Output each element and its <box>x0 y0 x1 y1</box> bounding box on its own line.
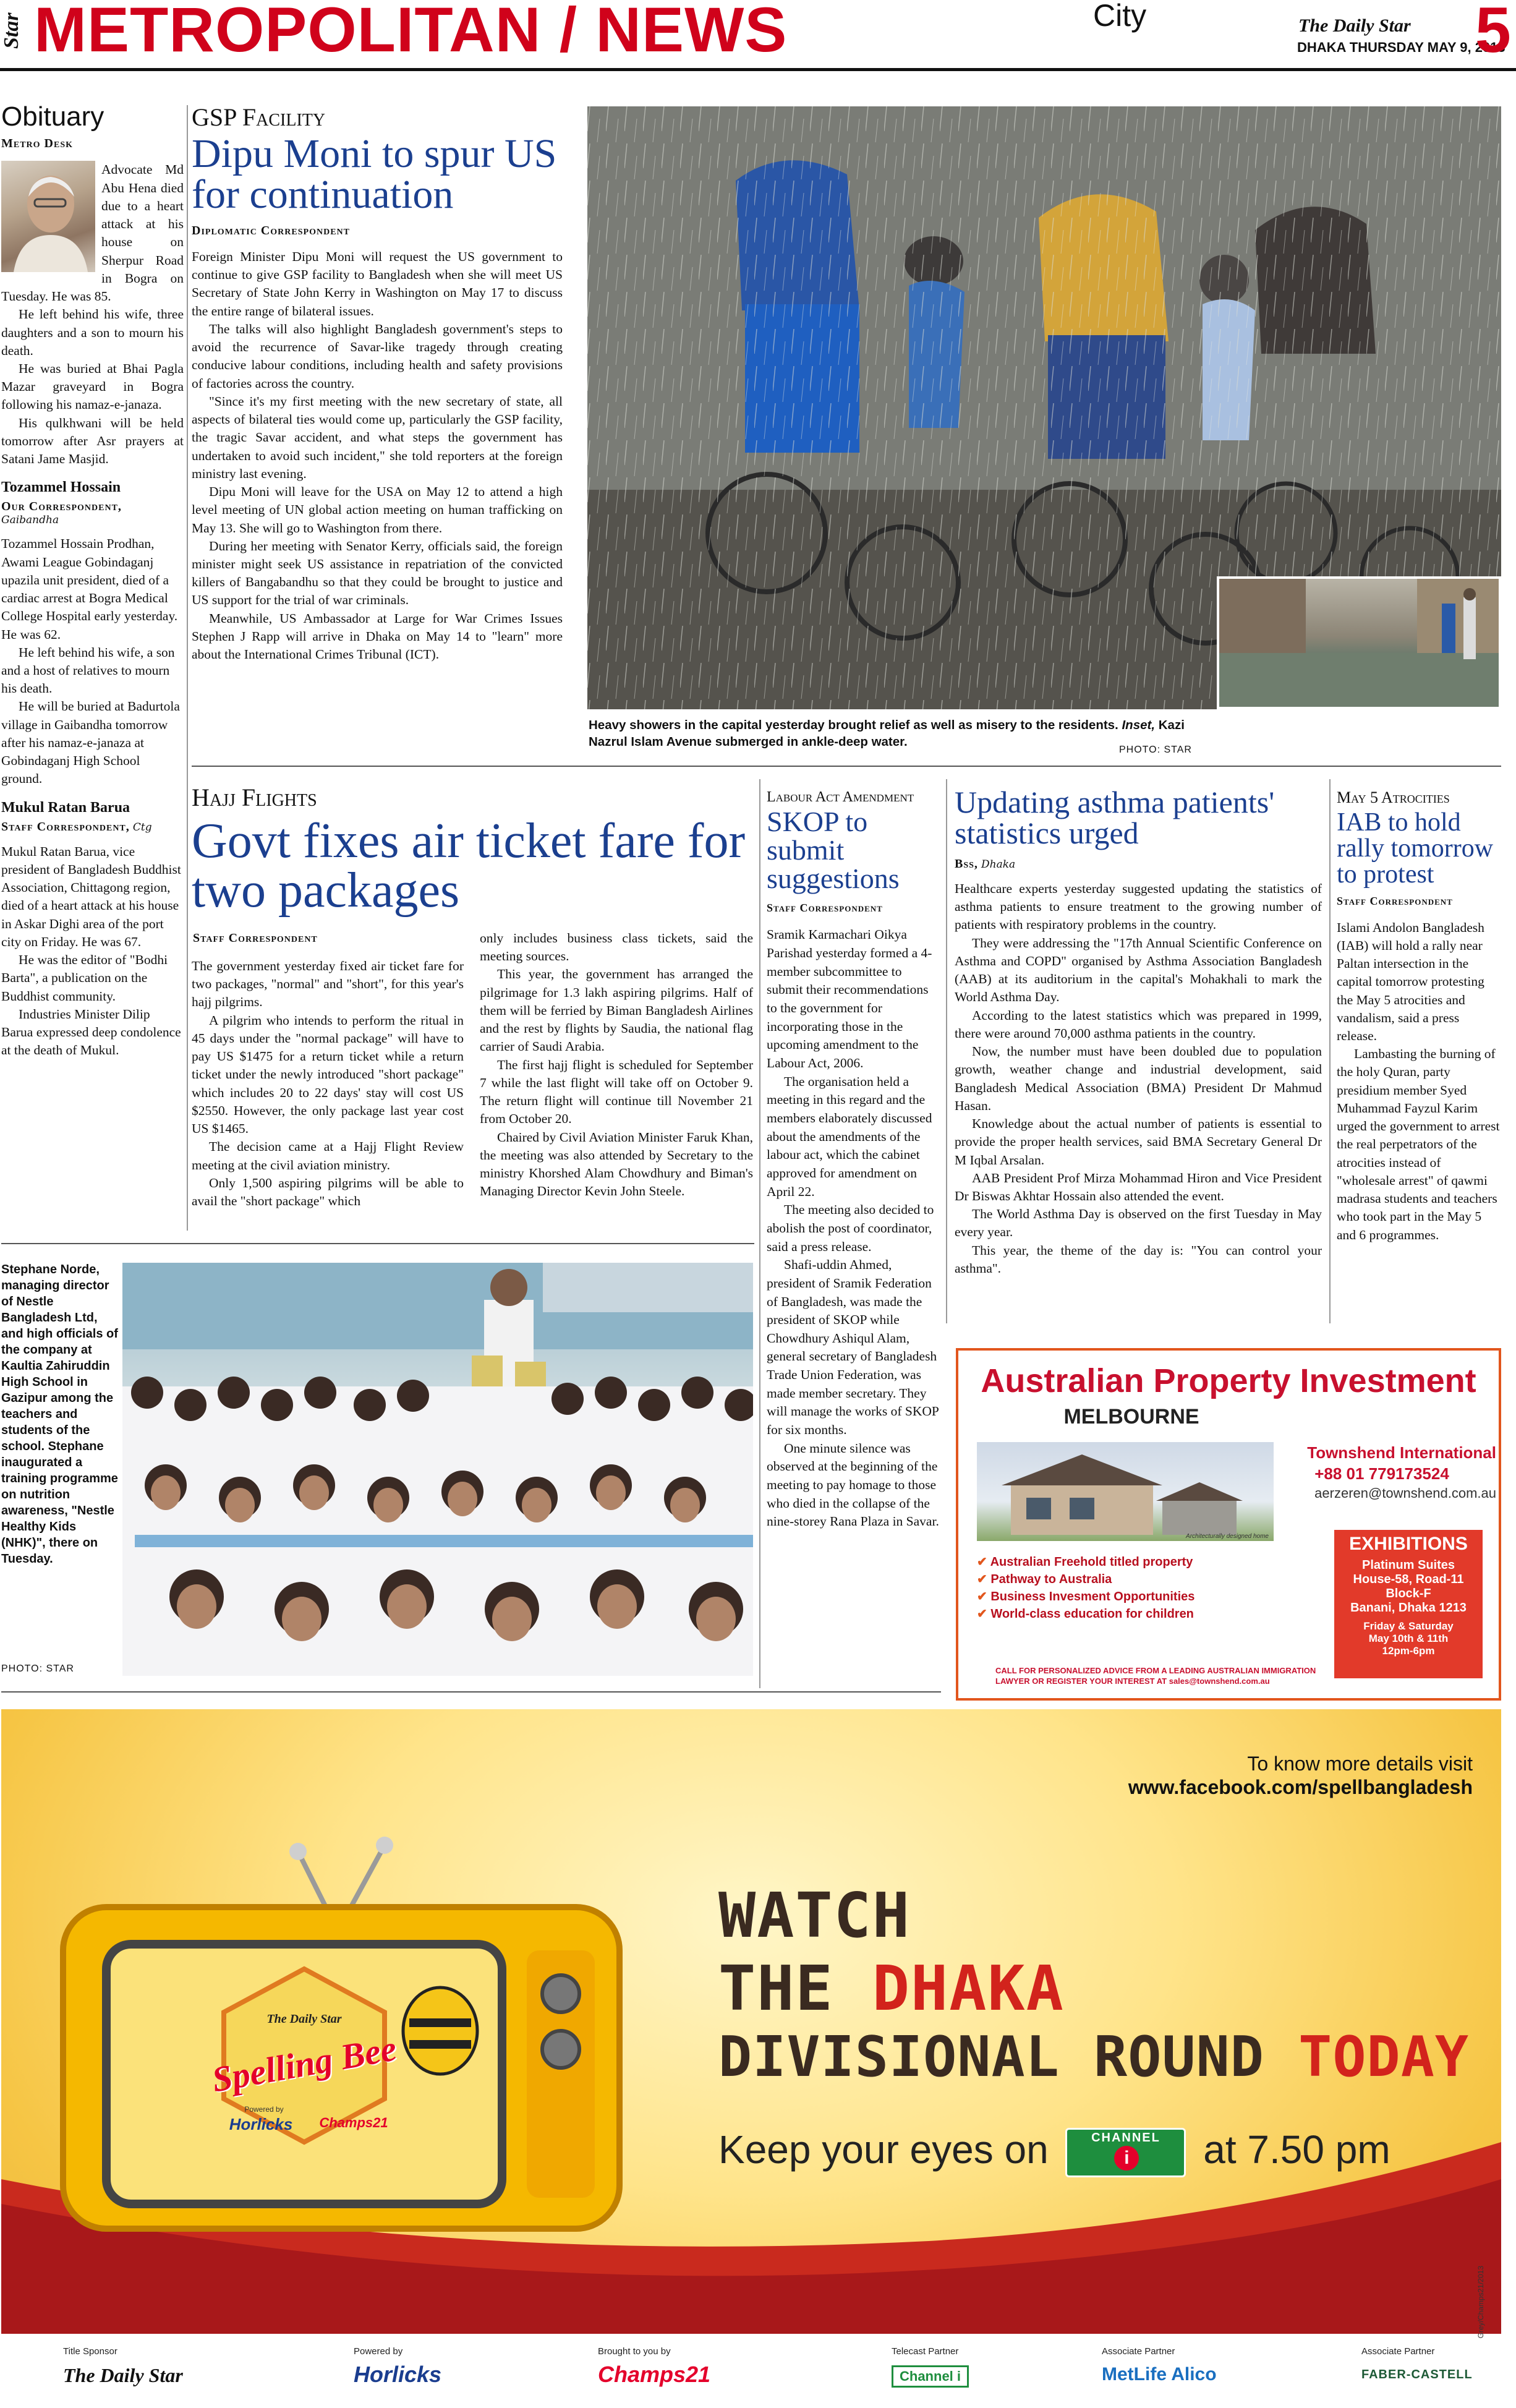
obituary-entry: Mukul Ratan Barua Staff Correspondent, Ctg Mukul Ratan Barua, vice president of Bangladesh Buddhist Association, Chittagong region, died of a heart attack at his house in Askar Dighi area of the port city on Friday. He was 67. He was the editor of "Bodhi Barta", a publication on the Buddhist community. Industries Minister Dilip Barua expressed deep condolence at the death of Mukul. <box>1 800 184 1060</box>
skop-body: Sramik Karmachari Oikya Parishad yesterday formed a 4-member subcommittee to submit their recommendations to the government for incorporating those in the upcoming amendment to the Labour Act, 2006. The organisation held a meeting in this regard and the members elaborately discussed about the amendments of the labour act, which the cabinet approved for amendment on April 22. The meeting also decided to abolish the post of coordinator, said a press release. Shafi-uddin Ahmed, president of Sramik Federation of Bangladesh, was made the president of SKOP while Chowdhury Ashiqul Alam, general secretary of Bangladesh Trade Union Federation, was made member secretary. They will manage the works of SKOP for six months. One minute silence was observed at the beginning of the meeting to pay homage to those who died in the collapse of the nine-storey Rana Plaza in Savar. <box>767 927 939 1529</box>
sponsor-item[interactable]: Powered by Horlicks <box>354 2346 442 2387</box>
asthma-byline: Bss, <box>955 857 978 871</box>
obituary-name: Tozammel Hossain <box>1 479 121 496</box>
rain-caption: Heavy showers in the capital yesterday brought relief as well as misery to the residents. Inset, Kazi Nazrul Islam Avenue submerged in ankle-deep water. <box>589 718 1185 749</box>
house-image: Architecturally designed home <box>977 1442 1274 1541</box>
skop-headline: SKOP to submit suggestions <box>767 806 900 895</box>
sponsor-item[interactable]: Associate Partner MetLife Alico <box>1102 2346 1217 2385</box>
hajj-col1: The government yesterday fixed air ticket fare for two packages, "normal" and "short", for this year's hajj pilgrims. A pilgrim who intends to perform the ritual in 45 days under the "normal package" will have to pay US $1475 for a return ticket while a return ticket under the newly introduced "short package" which includes 20 to 22 days' stay will cost US $2550. However, the only package last year cost US $1465. The decision came at a Hajj Flight Review meeting at the civil aviation ministry. Only 1,500 aspiring pilgrims will be able to avail the "short package" which <box>192 959 464 1209</box>
nestle-photo <box>122 1263 753 1676</box>
sponsor-item[interactable]: Telecast Partner Channel i <box>892 2346 1028 2388</box>
asthma-headline: Updating asthma patients' statistics urged <box>955 785 1275 850</box>
section-rule <box>1 1691 941 1693</box>
hajj-headline: Govt fixes air ticket fare for two packages <box>192 814 746 918</box>
skop-story <box>767 789 940 1531</box>
obituary-column <box>1 102 184 1059</box>
gsp-byline: Diplomatic Correspondent <box>192 224 350 237</box>
obituary-byline: Metro Desk <box>1 137 74 151</box>
bullet-item: ✔ Business Invesment Opportunities <box>977 1590 1195 1603</box>
paper-name: The Daily Star <box>1298 15 1411 36</box>
skop-kicker: Labour Act Amendment <box>767 789 914 805</box>
property-ad-city: MELBOURNE <box>1063 1405 1199 1428</box>
check-icon: ✔ <box>977 1555 990 1569</box>
masthead-rule <box>0 68 1516 71</box>
ad-line3: DIVISIONAL ROUND TODAY <box>718 2025 1470 2090</box>
channel-i-icon: i <box>1114 2146 1139 2171</box>
sponsor-strip <box>1 2346 1501 2402</box>
column-rule <box>1329 779 1331 1323</box>
tv-paper-name: The Daily Star <box>266 2012 342 2026</box>
page-number: 5 <box>1475 0 1511 66</box>
property-ad-email[interactable]: aerzeren@townshend.com.au <box>1314 1485 1496 1501</box>
hajj-byline: Staff Correspondent <box>193 931 318 945</box>
nestle-photo-credit: PHOTO: STAR <box>1 1663 74 1674</box>
obituary-entry: Advocate Md Abu Hena died due to a heart attack at his house on Sherpur Road in Bogra on Tuesday. He was 85. He left behind his wife, three daughters and a son to mourn his death. He was buried at Bhai Pagla Mazar graveyard in Bogra following his namaz-e-janaza. His qulkhwani will be held tomorrow after Asr prayers at Satani Jame Masjid. <box>1 162 184 467</box>
iab-body: Islami Andolon Bangladesh (IAB) will hold a rally near Paltan intersection in the capital tomorrow protesting the May 5 atrocities and vandalism, said a press release. Lambasting the burning of the holy Quran, party presidium member Syed Muhammad Fayzul Karim urged the government to arrest the real perpetrators of the atrocities instead of "wholesale arrest" of qawmi madrasa students and teachers who took part in the May 5 and 6 programmes. <box>1337 920 1500 1242</box>
tv-champs: Champs21 <box>319 2115 388 2130</box>
gsp-story <box>192 105 563 664</box>
rain-photo-credit: PHOTO: STAR <box>1119 745 1192 755</box>
exhibitions-box: EXHIBITIONS Platinum Suites House-58, Road-11 Block-F Banani, Dhaka 1213 Friday & Saturday May 10th & 11th 12pm-6pm <box>1334 1530 1483 1678</box>
hajj-kicker: Hajj Flights <box>192 783 317 811</box>
dateline: DHAKA THURSDAY MAY 9, 2013 <box>1297 40 1505 55</box>
sponsor-item[interactable]: Associate Partner FABER-CASTELL <box>1361 2346 1473 2381</box>
property-ad-company: Townshend International <box>1307 1443 1496 1462</box>
column-rule <box>759 779 760 1688</box>
section-title: METROPOLITAN / NEWS <box>34 0 788 65</box>
gsp-kicker: GSP Facility <box>192 103 326 131</box>
column-rule <box>187 105 188 1231</box>
rain-photo <box>587 106 1501 709</box>
sponsor-item[interactable]: Brought to you by Champs21 <box>598 2346 711 2387</box>
skop-byline: Staff Correspondent <box>767 902 883 915</box>
bullet-item: ✔ Pathway to Australia <box>977 1573 1112 1586</box>
property-ad-footer: CALL FOR PERSONALIZED ADVICE FROM A LEADING AUSTRALIAN IMMIGRATION LAWYER OR REGISTER YOUR INTEREST AT sales@townshend.com.au <box>995 1666 1316 1686</box>
property-ad-bullets <box>977 1553 1298 1623</box>
star-logo: Star <box>0 12 23 49</box>
obituary-title: Obituary <box>1 101 104 132</box>
gsp-headline: Dipu Moni to spur US for continuation <box>192 131 557 217</box>
gsp-body: Foreign Minister Dipu Moni will request the US government to continue to give GSP facility to Bangladesh when she will meet US Secretary of State John Kerry in Washington on May 17 to discuss the entire range of bilateral issues. The talks will also highlight Bangladesh government's steps to avoid the recurrence of Savar-like tragedy through creating conducive labour conditions, including health and safety provisions of factories across the country. "Since it's my first meeting with the new secretary of state, all aspects of bilateral ties would come up, particularly the GSP facility, the tragic Savar accident, and what steps the government has undertaken to avoid such incident," she told reporters at the foreign ministry last evening. Dipu Moni will leave for the USA on May 12 to attend a high level meeting of UN global action meeting on human trafficking on May 13. She will go to Washington from there. During her meeting with Senator Kerry, officials said, the foreign minister might seek US assistance in repatriation of the convicted killers of Bangabandhu so that they could be brought to justice and US support for the trial of war criminals. Meanwhile, US Ambassador at Large for War Crimes Issues Stephen J Rapp will arrive in Dhaka on May 14 to "learn" more about the International Crimes Tribunal (ICT). <box>192 249 563 662</box>
ad-keep-eyes: Keep your eyes on CHANNEL i at 7.50 pm <box>718 2127 1390 2177</box>
bullet-item: ✔ Australian Freehold titled property <box>977 1555 1193 1569</box>
obituary-name: Mukul Ratan Barua <box>1 799 130 816</box>
nestle-caption: Stephane Norde, managing director of Nestle Bangladesh Ltd, and high officials of the company at Kaultia Zahiruddin High School in Gazipur among the teachers and students of the school. Stephane inaugurated a training programme on nutrition awareness, "Nestle Healthy Kids (NHK)", there on Tuesday. <box>1 1263 118 1566</box>
sponsor-item[interactable]: Title Sponsor The Daily Star <box>63 2346 183 2386</box>
section-rule <box>192 766 1501 767</box>
ad-line2: THE DHAKA <box>718 1952 1065 2025</box>
tv-horlicks: Horlicks <box>229 2115 293 2133</box>
tv-title: Spelling Bee <box>209 2028 399 2100</box>
hajj-col2: only includes business class tickets, said the meeting sources. This year, the government has arranged the pilgrimage for 1.3 lakh aspiring pilgrims. Half of them will be ferried by Biman Bangladesh Airlines and the rest by flights by Saudia, the national flag carrier of Saudi Arabia. The first hajj flight is scheduled for September 7 while the last flight will take off on October 9. The return flight will continue till November 21 from October 20. Chaired by Civil Aviation Minister Faruk Khan, the meeting was also attended by Secretary to the ministry Khorshed Alam Chowdhury and Biman's Managing Director Kevin John Steele. <box>480 931 753 1199</box>
asthma-story: Updating asthma patients' statistics urged Bss, Dhaka Healthcare experts yesterday suggested updating the statistics of asthma patients to ensure treatment to the growing number of patients with respiratory problems in the country. They were addressing the "17th Annual Scientific Conference on Asthma and COPD" organised by Asthma Association Bangladesh (AAB) at its auditorium in the capital's Mohakhali to mark the World Asthma Day. According to the latest statistics which was prepared in 1999, there were around 70,000 asthma patients in the country. Now, the number must have been doubled due to population growth, weather change and industrial development, said Bangladesh Medical Association (BMA) President Dr Mahmud Hasan. Knowledge about the actual number of patients is essential to provide the proper health services, said BMA Secretary General Dr M Iqbal Arsalan. AAB President Prof Mirza Mohammad Hiron and Vice President Dr Biswas Akhtar Hossain also attended the event. The World Asthma Day is observed on the first Tuesday in May every year. This year, the theme of the day is: "You can control your asthma". <box>955 787 1322 1278</box>
property-ad[interactable] <box>956 1348 1501 1701</box>
iab-kicker: May 5 Atrocities <box>1337 788 1450 806</box>
iab-story <box>1337 789 1501 1244</box>
channel-i-logo: CHANNEL i <box>1065 2128 1186 2177</box>
facebook-url[interactable]: www.facebook.com/spellbangladesh <box>1128 1776 1473 1798</box>
city-label: City <box>1093 0 1147 33</box>
iab-byline: Staff Correspondent <box>1337 894 1453 907</box>
asthma-body: Healthcare experts yesterday suggested updating the statistics of asthma patients to ensure treatment to the growing number of patients with respiratory problems in the country. They were addressing the "17th Annual Scientific Conference on Asthma and COPD" organised by Asthma Association Bangladesh (AAB) at its auditorium in the capital's Mohakhali to mark the World Asthma Day. According to the latest statistics which was prepared in 1999, there were around 70,000 asthma patients in the country. Now, the number must have been doubled due to population growth, weather change and industrial development, said Bangladesh Medical Association (BMA) President Dr Mahmud Hasan. Knowledge about the actual number of patients is essential to provide the proper health services, said BMA Secretary General Dr M Iqbal Arsalan. AAB President Prof Mirza Mohammad Hiron and Vice President Dr Biswas Akhtar Hossain also attended the event. The World Asthma Day is observed on the first Tuesday in May every year. This year, the theme of the day is: "You can control your asthma". <box>955 881 1322 1276</box>
ad-line1: WATCH <box>718 1879 911 1952</box>
iab-headline: IAB to hold rally tomorrow to protest <box>1337 808 1494 889</box>
property-ad-title: Australian Property Investment <box>981 1362 1476 1399</box>
more-info-text: To know more details visit <box>1247 1753 1473 1775</box>
obituary-entry: Tozammel Hossain Our Correspondent, Gaibandha Tozammel Hossain Prodhan, Awami League Gobindaganj upazila unit president, died of a cardiac arrest at Bogra Medical College Hospital early yesterday. He was 62. He left behind his wife, a son and a host of relatives to mourn his death. He will be buried at Badurtola village in Gaibandha tomorrow after his namaz-e-janaza at Gobindaganj High School ground. <box>1 479 184 788</box>
inset-photo <box>1217 576 1501 709</box>
portrait-photo <box>1 161 95 272</box>
tv-powered: Powered by <box>244 2105 284 2114</box>
check-icon: ✔ <box>977 1573 991 1586</box>
tv-graphic <box>38 1827 650 2247</box>
section-rule <box>1 1243 754 1244</box>
check-icon: ✔ <box>977 1607 991 1621</box>
bullet-item: ✔ World-class education for children <box>977 1607 1194 1621</box>
check-icon: ✔ <box>977 1590 991 1603</box>
property-ad-phone: +88 01 779173524 <box>1314 1464 1449 1483</box>
spelling-bee-ad[interactable] <box>1 1709 1501 2406</box>
column-rule <box>946 779 947 1323</box>
side-code: Grey/Champs21/2013 <box>1476 2266 1485 2339</box>
